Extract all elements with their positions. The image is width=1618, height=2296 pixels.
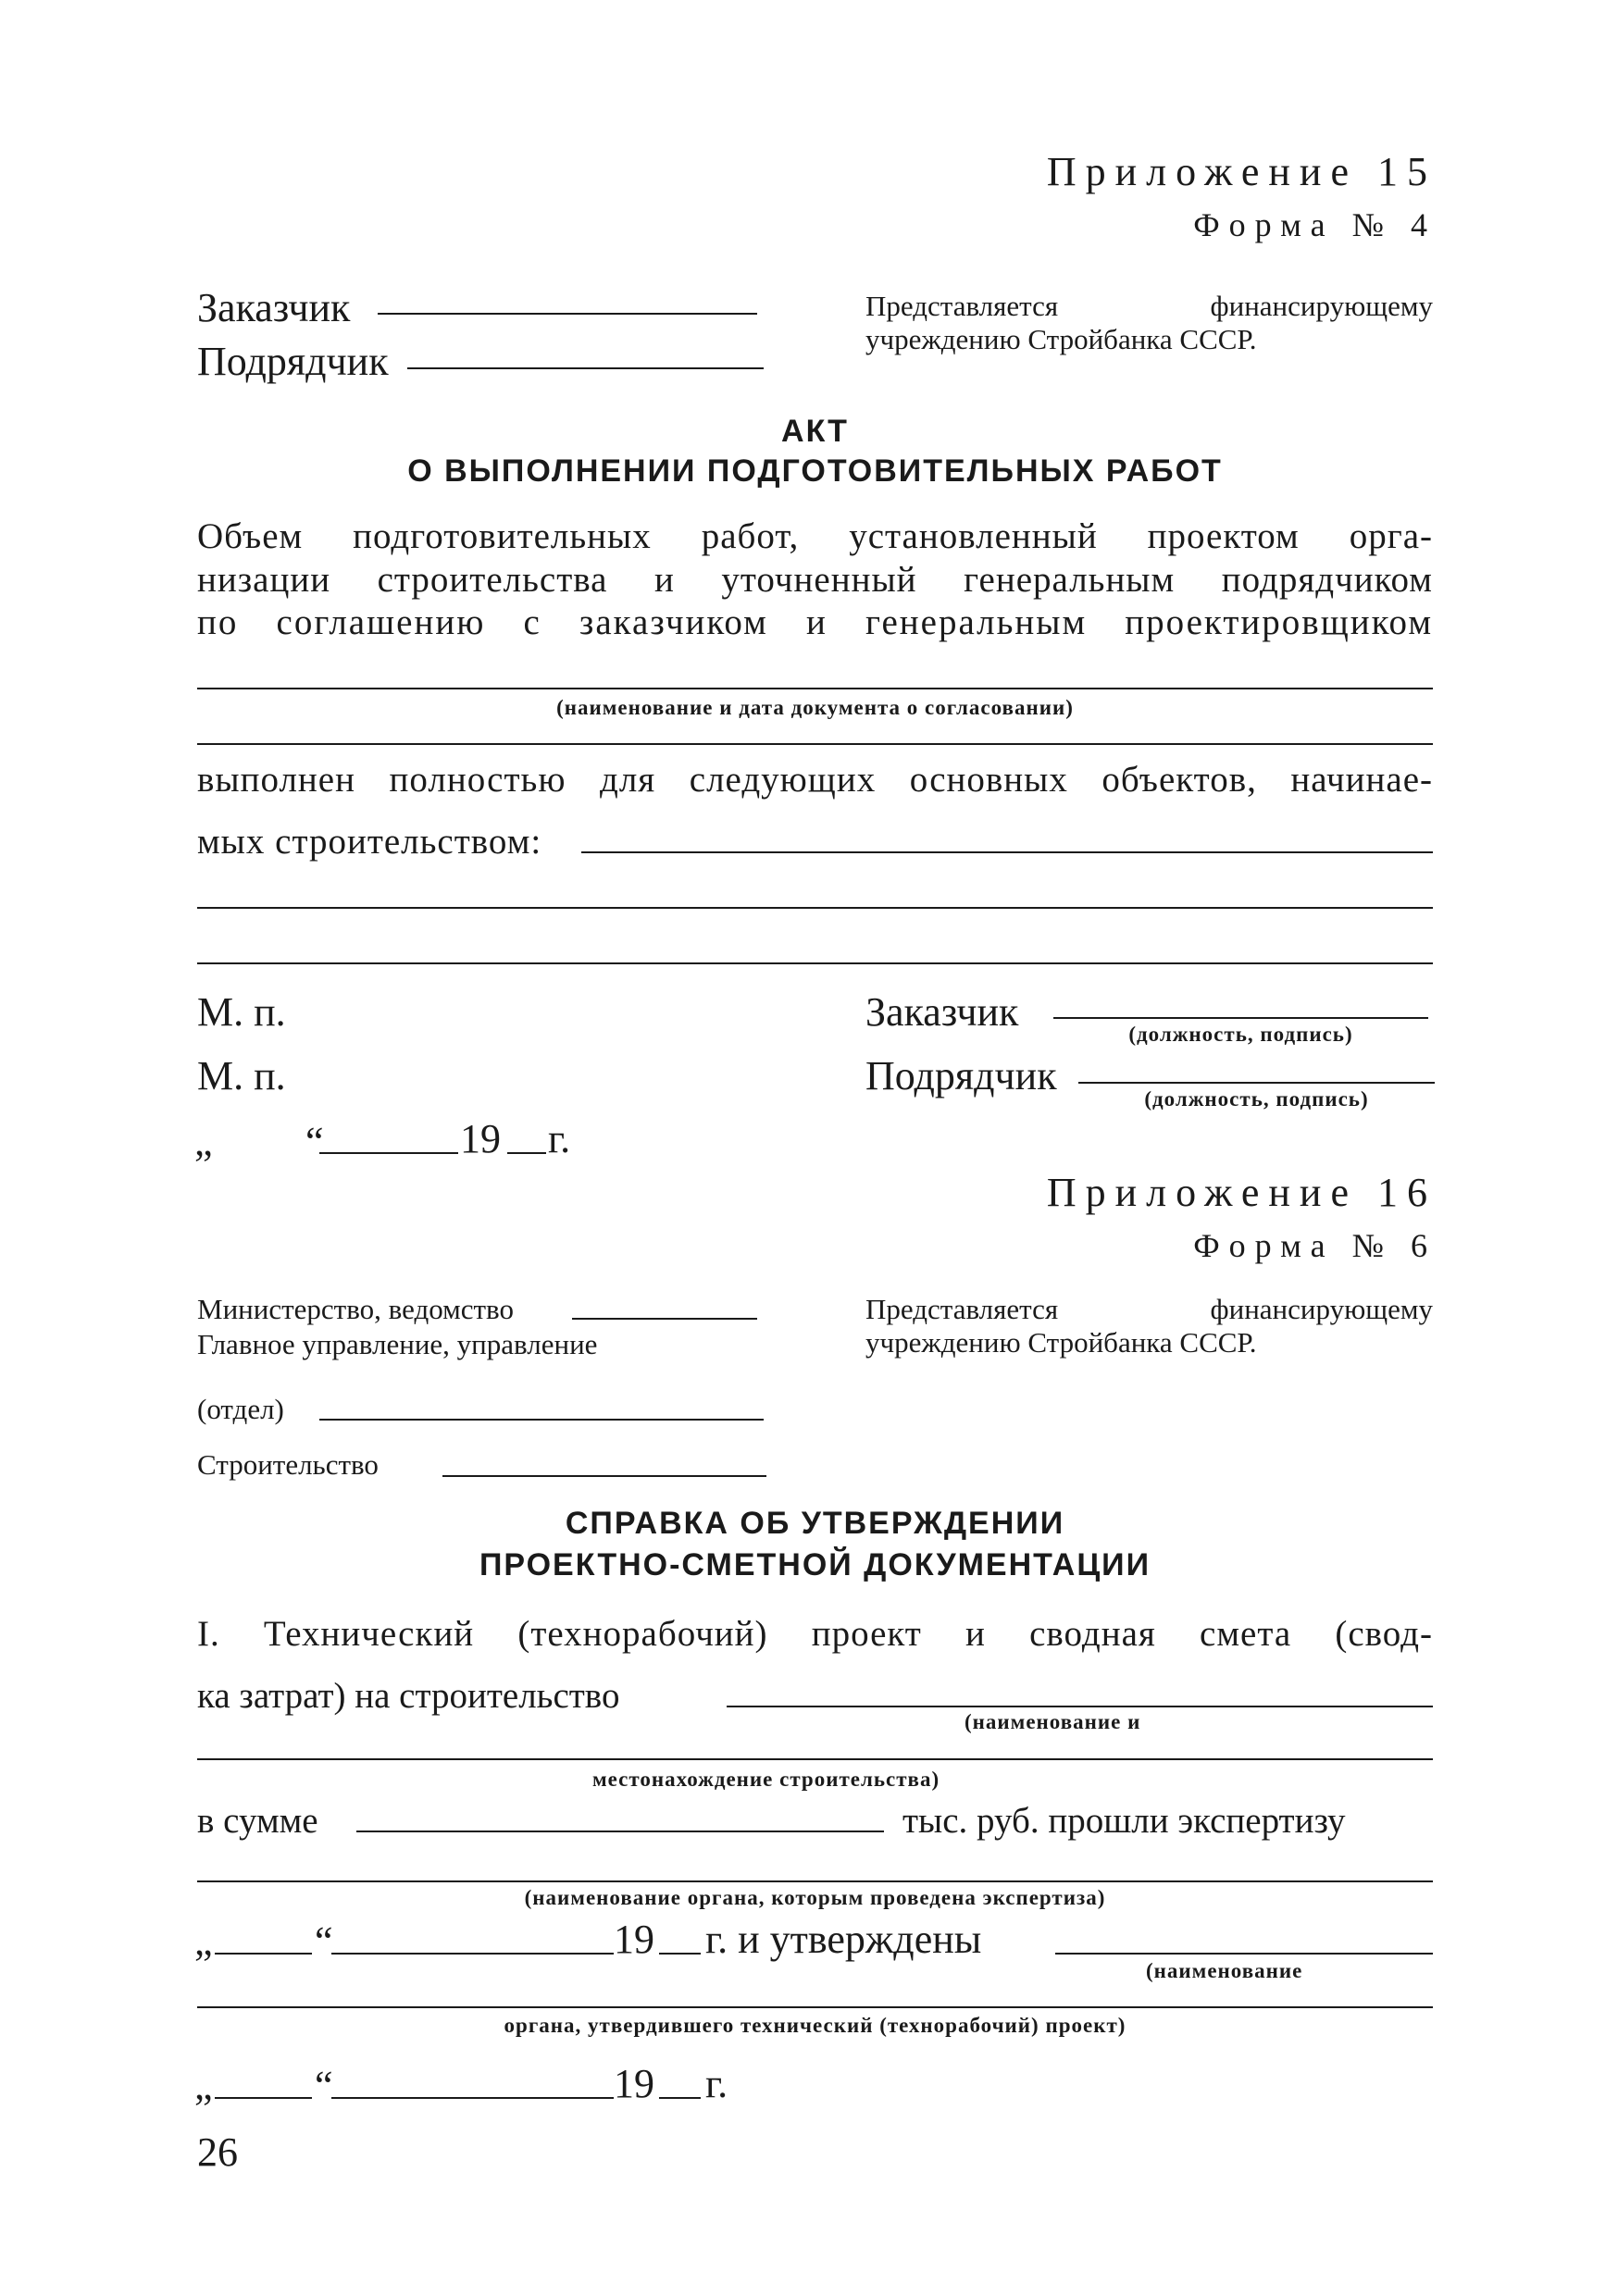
sum-tail: тыс. руб. прошли экспертизу	[902, 1801, 1346, 1841]
reference-title: СПРАВКА ОБ УТВЕРЖДЕНИИ	[565, 1506, 1065, 1541]
appendix15-form-number: Форма № 4	[1193, 206, 1437, 243]
caption-expertise: (наименование органа, которым проведена экспертиза)	[524, 1886, 1106, 1909]
appendix15-title: Приложение 15	[1046, 149, 1437, 194]
body-line-1: Объем подготовительных работ, установленный проектом орга-	[197, 516, 1433, 556]
date-year-prefix-16: 19	[614, 1917, 654, 1962]
approving-body-field[interactable]	[1055, 1953, 1433, 1955]
construction-location-field[interactable]	[197, 1758, 1433, 1760]
date-year-field[interactable]	[507, 1152, 546, 1154]
agreement-document-caption: (наименование и дата документа о согласовании)	[556, 696, 1074, 719]
sum-field[interactable]	[356, 1831, 884, 1832]
objects-field-3[interactable]	[197, 962, 1433, 964]
date2-month-field[interactable]	[331, 2097, 614, 2099]
date2-year-suffix: г.	[705, 2061, 728, 2106]
submitted-line-16-1: Представляется финансирующему	[865, 1293, 1433, 1325]
body-line-5: мых строительством:	[197, 822, 542, 862]
date-open-quote: „	[194, 1119, 213, 1164]
construction-name-field[interactable]	[727, 1706, 1433, 1707]
position-caption-1: (должность, подпись)	[1128, 1023, 1353, 1046]
caption-name: (наименование	[1146, 1959, 1303, 1982]
construction-field[interactable]	[442, 1475, 766, 1477]
sum-label: в сумме	[197, 1801, 318, 1841]
body-line-3: по соглашению с заказчиком и генеральным проектировщиком	[197, 602, 1433, 642]
act-subtitle: О ВЫПОЛНЕНИИ ПОДГОТОВИТЕЛЬНЫХ РАБОТ	[407, 453, 1223, 489]
submitted-note-16	[865, 1293, 1433, 1359]
seal-place-2: М. п.	[197, 1053, 286, 1098]
date-year-prefix: 19	[460, 1116, 501, 1161]
expertise-body-field[interactable]	[197, 1880, 1433, 1882]
appendix16-form-number: Форма № 6	[1193, 1227, 1437, 1264]
page-number: 26	[197, 2129, 238, 2175]
customer-field[interactable]	[378, 313, 757, 315]
body-line-4: выполнен полностью для следующих основных объектов, начинае-	[197, 760, 1433, 800]
customer-label: Заказчик	[197, 285, 351, 330]
reference-subtitle: ПРОЕКТНО-СМЕТНОЙ ДОКУМЕНТАЦИИ	[479, 1547, 1151, 1582]
approving-body-field-2[interactable]	[197, 2006, 1433, 2008]
department-label: (отдел)	[197, 1393, 284, 1425]
sign-customer-field[interactable]	[1053, 1017, 1428, 1019]
agreement-document-field-2[interactable]	[197, 743, 1433, 745]
main-directorate-label: Главное управление, управление	[197, 1328, 598, 1360]
body-line-2: низации строительства и уточненный генеральным подрядчиком	[197, 560, 1433, 600]
objects-field-2[interactable]	[197, 907, 1433, 909]
item1-line-2: ка затрат) на строительство	[197, 1676, 620, 1716]
seal-place-1: М. п.	[197, 989, 286, 1035]
date-open-quote-16: „	[194, 1918, 213, 1964]
submitted-note	[865, 290, 1433, 356]
caption-name-and: (наименование и	[965, 1710, 1141, 1733]
sign-contractor-field[interactable]	[1078, 1082, 1435, 1084]
ministry-field[interactable]	[572, 1318, 757, 1320]
date2-day-field[interactable]	[215, 2097, 312, 2099]
submitted-line-1: Представляется финансирующему	[865, 290, 1433, 322]
construction-label: Строительство	[197, 1448, 379, 1481]
appendix16-title: Приложение 16	[1046, 1170, 1437, 1215]
submitted-line-16-2: учреждению Стройбанка СССР.	[865, 1326, 1257, 1359]
submitted-line-2: учреждению Стройбанка СССР.	[865, 323, 1257, 355]
date-month-field-16[interactable]	[331, 1953, 614, 1955]
sign-contractor-label: Подрядчик	[865, 1053, 1057, 1098]
date2-year-field[interactable]	[659, 2097, 701, 2099]
date2-year-prefix: 19	[614, 2061, 654, 2106]
position-caption-2: (должность, подпись)	[1144, 1087, 1369, 1111]
item1-line-1: I. Технический (технорабочий) проект и сводная смета (свод-	[197, 1614, 1433, 1654]
date-month-field[interactable]	[319, 1152, 458, 1154]
approved-text: г. и утверждены	[705, 1917, 982, 1962]
date-close-quote-16: “	[315, 1918, 333, 1964]
contractor-field[interactable]	[407, 367, 764, 369]
date2-open-quote: „	[194, 2063, 213, 2108]
act-title: АКТ	[781, 414, 849, 449]
date-close-quote: “	[305, 1119, 324, 1164]
contractor-label: Подрядчик	[197, 339, 389, 384]
sign-customer-label: Заказчик	[865, 989, 1019, 1035]
ministry-label: Министерство, ведомство	[197, 1293, 514, 1325]
objects-field-1[interactable]	[581, 851, 1433, 853]
caption-location: местонахождение строительства)	[592, 1768, 940, 1791]
agreement-document-field[interactable]	[197, 688, 1433, 689]
date-year-suffix: г.	[548, 1116, 571, 1161]
date-day-field-16[interactable]	[215, 1953, 312, 1955]
department-field[interactable]	[319, 1419, 764, 1421]
date2-close-quote: “	[315, 2063, 333, 2108]
caption-approving: органа, утвердившего технический (технорабочий) проект)	[504, 2014, 1126, 2037]
date-year-field-16[interactable]	[659, 1953, 701, 1955]
